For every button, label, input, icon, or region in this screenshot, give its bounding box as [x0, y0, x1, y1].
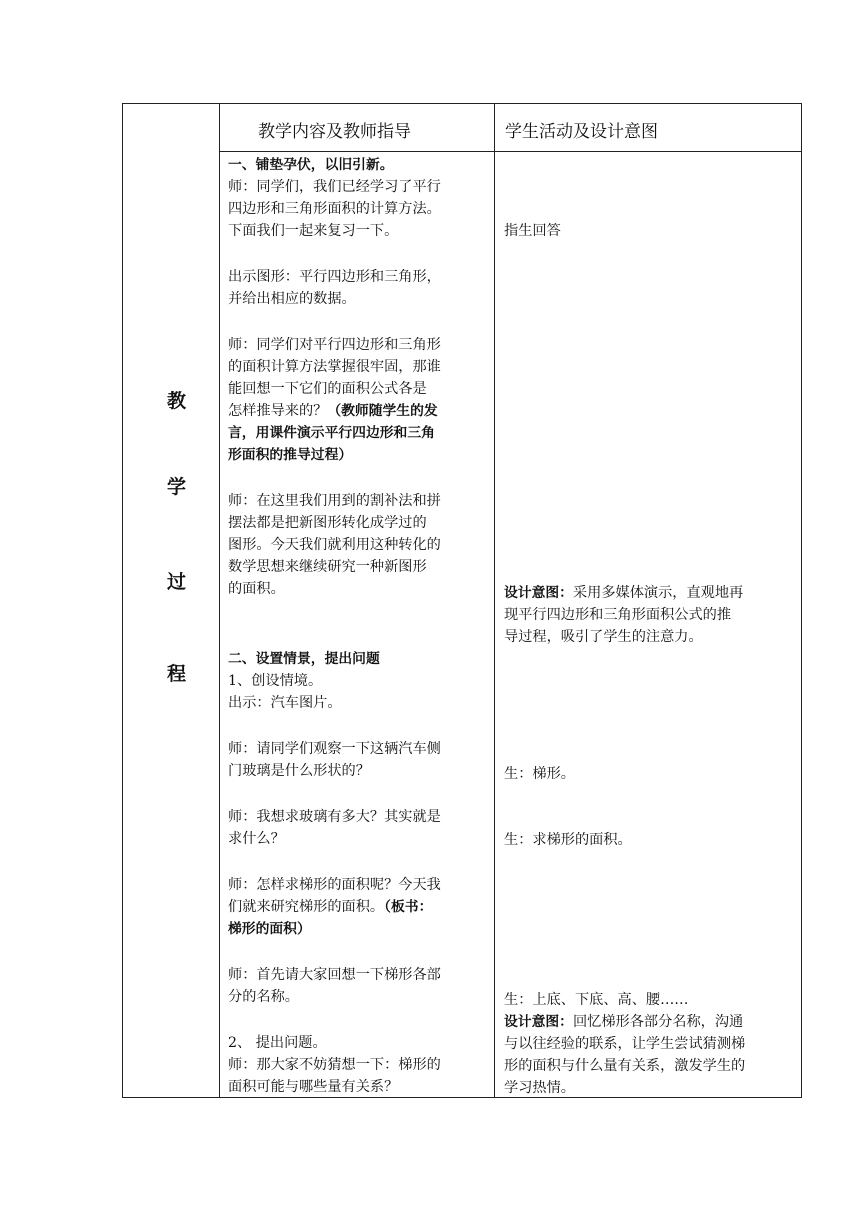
- text-line: 能回想一下它们的面积公式各是: [228, 381, 427, 397]
- text-line: 师：同学们对平行四边形和三角形: [228, 337, 441, 353]
- text-line: 分的名称。: [228, 989, 299, 1005]
- text-line: 形的面积与什么量有关系，激发学生的: [504, 1058, 746, 1074]
- side-char: 过: [167, 571, 187, 593]
- text-line: 下面我们一起来复习一下。: [228, 223, 399, 239]
- text-line: 图形。今天我们就利用这种转化的: [228, 537, 441, 553]
- text-line: 师：请同学们观察一下这辆汽车侧: [228, 741, 441, 757]
- activity-cell: [495, 152, 802, 1098]
- text-line: 师：同学们，我们已经学习了平行: [228, 179, 441, 195]
- text-line: 求什么？: [228, 831, 285, 847]
- text-line: [504, 582, 743, 604]
- bold-note: （教师随学生的发: [327, 403, 438, 419]
- text-line: 现平行四边形和三角形面积公式的推: [504, 607, 732, 623]
- text-line: 生：梯形。: [504, 766, 575, 782]
- text-line: [504, 1011, 743, 1033]
- text-line: 数学思想来继续研究一种新图形: [228, 559, 427, 575]
- bold-note: （板书：: [384, 899, 433, 915]
- text-line: 师：首先请大家回想一下梯形各部: [228, 967, 441, 983]
- text-segment: 们就来研究梯形的面积。: [228, 899, 385, 915]
- text-line: 师：在这里我们用到的割补法和拼: [228, 493, 441, 509]
- text-line: 生：求梯形的面积。: [504, 832, 632, 848]
- header-activity-cell: [495, 104, 802, 152]
- text-segment: 回忆梯形各部分名称，沟通: [572, 1014, 744, 1030]
- side-label-cell: [123, 104, 220, 1098]
- bold-note: 言，用课件演示平行四边形和三角: [228, 425, 435, 441]
- text-line: 1、创设情境。: [228, 673, 323, 689]
- header-content: 教学内容及教师指导: [258, 122, 411, 142]
- text-line: 导过程，吸引了学生的注意力。: [504, 629, 703, 645]
- text-line: 四边形和三角形面积的计算方法。: [228, 201, 441, 217]
- bold-note: 梯形的面积）: [228, 921, 311, 937]
- text-line: 门玻璃是什么形状的？: [228, 763, 370, 779]
- text-line: 2、 提出问题。: [228, 1035, 327, 1051]
- text-line: 并给出相应的数据。: [228, 291, 356, 307]
- text-line: 学习热情。: [504, 1080, 575, 1096]
- text-line: 师：我想求玻璃有多大？其实就是: [228, 809, 441, 825]
- content-cell: [220, 152, 495, 1098]
- design-intent-label: 设计意图：: [504, 1014, 573, 1030]
- text-segment: 怎样推导来的？: [228, 403, 328, 419]
- text-line: 生：上底、下底、高、腰……: [504, 992, 689, 1008]
- text-line: 师：怎样求梯形的面积呢？今天我: [228, 877, 441, 893]
- text-line: 出示图形：平行四边形和三角形，: [228, 269, 441, 285]
- text-line: 与以往经验的联系，让学生尝试猜测梯: [504, 1036, 746, 1052]
- side-char: 教: [167, 390, 187, 412]
- text-line: 师：那大家不妨猜想一下：梯形的: [228, 1057, 441, 1073]
- text-line: 摆法都是把新图形转化成学过的: [228, 515, 427, 531]
- text-line: 出示：汽车图片。: [228, 695, 342, 711]
- section-title: 二、设置情景，提出问题: [228, 651, 380, 667]
- side-char: 学: [167, 476, 187, 498]
- text-line: [228, 896, 432, 918]
- text-line: [228, 400, 438, 422]
- lesson-table: [122, 103, 802, 1098]
- text-line: 的面积计算方法掌握很牢固，那谁: [228, 359, 441, 375]
- text-line: 指生回答: [504, 223, 561, 239]
- header-content-cell: [220, 104, 495, 152]
- side-char: 程: [167, 663, 187, 685]
- text-segment: 采用多媒体演示，直观地再: [572, 585, 744, 601]
- section-title: 一、铺垫孕伏，以旧引新。: [228, 157, 394, 173]
- bold-note: 形面积的推导过程）: [228, 447, 353, 463]
- text-line: 的面积。: [228, 581, 285, 597]
- header-activity: 学生活动及设计意图: [505, 122, 658, 142]
- design-intent-label: 设计意图：: [504, 585, 573, 601]
- text-line: 面积可能与哪些量有关系？: [228, 1079, 399, 1095]
